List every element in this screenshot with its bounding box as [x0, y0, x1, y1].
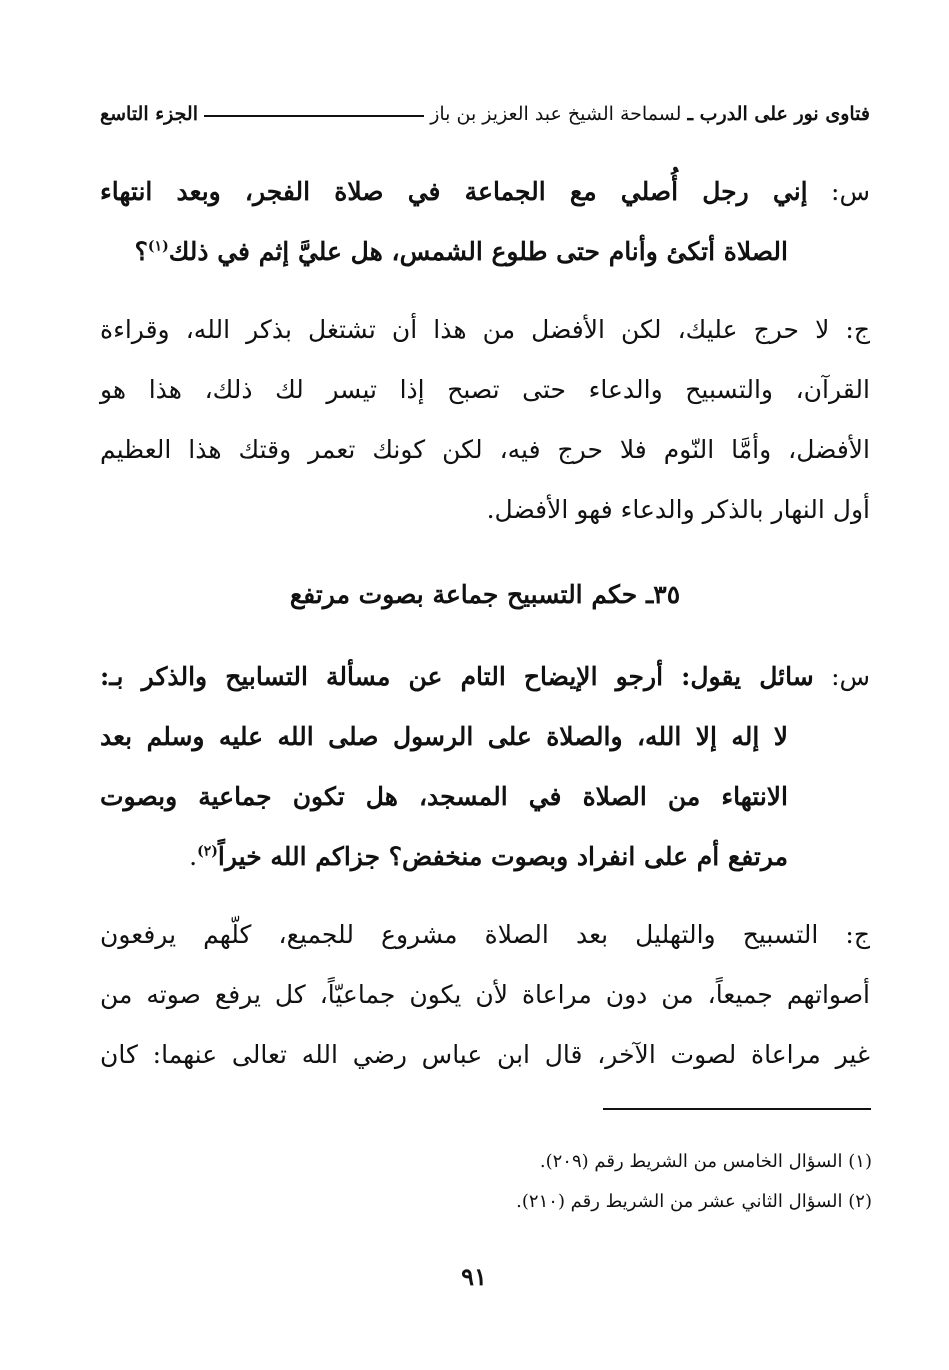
answer-2: [100, 905, 870, 1085]
question-2-line: الانتهاء من الصلاة في المسجد، هل تكون جماعية وبصوت: [100, 782, 788, 811]
header-rule: [204, 115, 424, 117]
question-marker: س:: [831, 177, 870, 206]
answer-2-line: أصواتهم جميعاً، من دون مراعاة لأن يكون جماعيّاً، كل يرفع صوته من: [100, 980, 870, 1009]
answer-2-line: غير مراعاة لصوت الآخر، قال ابن عباس رضي الله تعالى عنهما: كان: [100, 1040, 870, 1069]
author-name: لسماحة الشيخ عبد العزيز بن باز: [430, 103, 682, 125]
question-2-line: لا إله إلا الله، والصلاة على الرسول صلى الله عليه وسلم بعد: [100, 722, 788, 751]
answer-1-line: القرآن، والتسبيح والدعاء حتى تصبح إذا تيسر لك ذلك، هذا هو: [100, 375, 870, 404]
footnote-ref: (٢): [197, 843, 218, 860]
question-1: [100, 162, 870, 282]
question-1-line: الصلاة أتكئ وأنام حتى طلوع الشمس، هل عليَّ إثم في ذلك$^{(١)}$؟: [134, 237, 788, 266]
question-2-line: س: سائل يقول: أرجو الإيضاح التام عن مسألة التسابيح والذكر بـ:: [100, 662, 871, 691]
running-header: [100, 96, 870, 132]
footnote-ref: (١): [147, 238, 169, 255]
book-title: فتاوى نور على الدرب ـ: [687, 103, 870, 125]
volume-label: الجزء التاسع: [100, 103, 198, 125]
section-heading: ٣٥ـ حكم التسبيح جماعة بصوت مرتفع: [289, 580, 681, 609]
answer-1-line: ج: لا حرج عليك، لكن الأفضل من هذا أن تشتغل بذكر الله، وقراءة: [100, 315, 870, 344]
footnote-item: (٢) السؤال الثاني عشر من الشريط رقم (٢١٠).: [516, 1191, 872, 1212]
answer-1-line: الأفضل، وأمَّا النّوم فلا حرج فيه، لكن كونك تعمر وقتك هذا العظيم: [100, 435, 870, 464]
footnotes: [300, 1142, 872, 1222]
answer-2-line: ج: التسبيح والتهليل بعد الصلاة مشروع للجميع، كلّهم يرفعون: [100, 920, 870, 949]
footnote-item: (١) السؤال الخامس من الشريط رقم (٢٠٩).: [539, 1151, 872, 1172]
answer-1-line: أول النهار بالذكر والدعاء فهو الأفضل.: [486, 495, 870, 524]
question-2: [100, 647, 870, 887]
question-marker: س:: [831, 662, 871, 691]
answer-1: [100, 300, 870, 540]
page-number: ٩١: [461, 1262, 487, 1291]
question-2-line: مرتفع أم على انفراد وبصوت منخفض؟ جزاكم الله خيراً$^{(٢)}$.: [189, 842, 788, 871]
footnote-separator: [603, 1108, 871, 1110]
question-1-line: س: إني رجل أُصلي مع الجماعة في صلاة الفجر، وبعد انتهاء: [100, 177, 870, 206]
